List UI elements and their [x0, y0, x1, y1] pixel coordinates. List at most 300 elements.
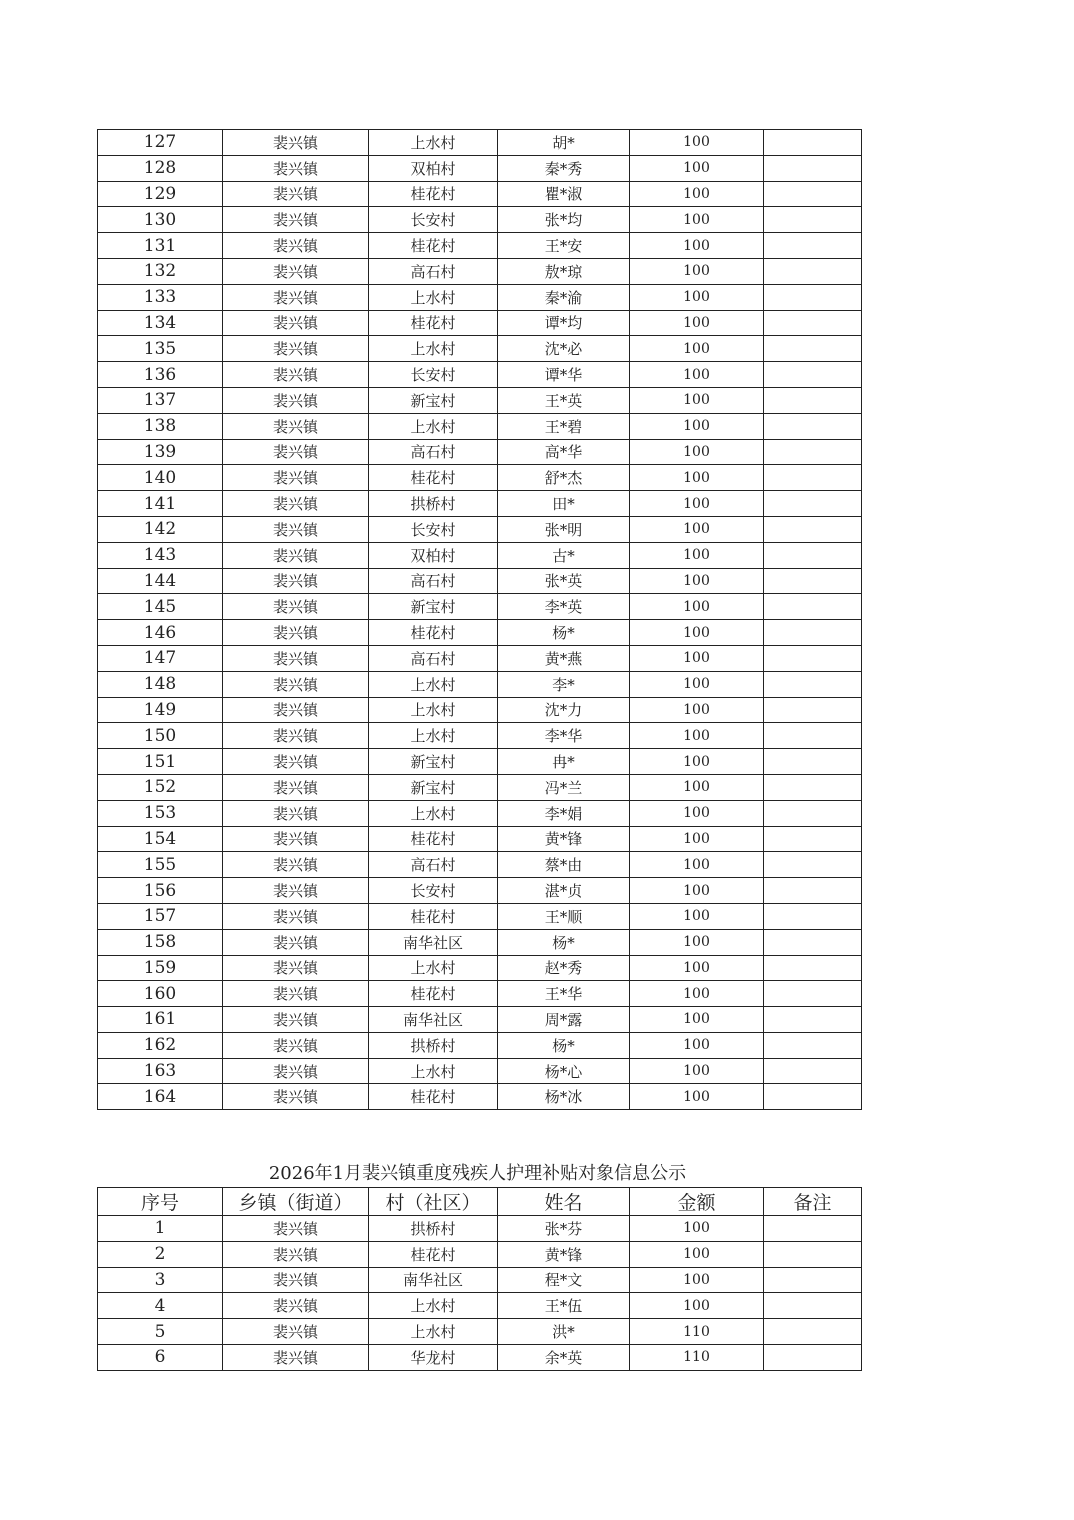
- cell-name: 李*华: [498, 723, 630, 749]
- table-row: [98, 981, 862, 1007]
- table-row: [98, 310, 862, 336]
- cell-amount: 100: [630, 826, 764, 852]
- cell-index: 164: [98, 1084, 223, 1110]
- cell-name: 杨*冰: [498, 1084, 630, 1110]
- cell-amount: 100: [630, 620, 764, 646]
- cell-town: 裴兴镇: [223, 362, 369, 388]
- cell-amount: 110: [630, 1319, 764, 1345]
- table-row: [98, 1058, 862, 1084]
- cell-name: 杨*: [498, 1032, 630, 1058]
- cell-index: 155: [98, 852, 223, 878]
- cell-amount: 100: [630, 362, 764, 388]
- cell-town: 裴兴镇: [223, 439, 369, 465]
- cell-remark: [764, 284, 862, 310]
- cell-town: 裴兴镇: [223, 207, 369, 233]
- cell-amount: 100: [630, 1293, 764, 1319]
- cell-name: 田*: [498, 491, 630, 517]
- cell-town: 裴兴镇: [223, 387, 369, 413]
- cell-remark: [764, 491, 862, 517]
- cell-village: 南华社区: [369, 1267, 498, 1293]
- cell-name: 古*: [498, 542, 630, 568]
- cell-town: 裴兴镇: [223, 620, 369, 646]
- cell-village: 高石村: [369, 568, 498, 594]
- cell-index: 146: [98, 620, 223, 646]
- table-row: [98, 362, 862, 388]
- cell-town: 裴兴镇: [223, 826, 369, 852]
- cell-amount: 100: [630, 800, 764, 826]
- cell-remark: [764, 465, 862, 491]
- table-row: [98, 800, 862, 826]
- cell-name: 王*安: [498, 233, 630, 259]
- cell-town: 裴兴镇: [223, 516, 369, 542]
- cell-amount: 100: [630, 1216, 764, 1242]
- cell-village: 拱桥村: [369, 1216, 498, 1242]
- cell-village: 拱桥村: [369, 1032, 498, 1058]
- cell-amount: 100: [630, 645, 764, 671]
- cell-village: 华龙村: [369, 1344, 498, 1370]
- cell-amount: 100: [630, 516, 764, 542]
- cell-index: 6: [98, 1344, 223, 1370]
- cell-remark: [764, 130, 862, 156]
- cell-index: 160: [98, 981, 223, 1007]
- subsidy-table-new: [97, 1187, 862, 1371]
- cell-amount: 100: [630, 981, 764, 1007]
- cell-name: 舒*杰: [498, 465, 630, 491]
- table-row: [98, 465, 862, 491]
- cell-remark: [764, 697, 862, 723]
- cell-index: 133: [98, 284, 223, 310]
- cell-town: 裴兴镇: [223, 542, 369, 568]
- cell-name: 湛*贞: [498, 878, 630, 904]
- cell-remark: [764, 981, 862, 1007]
- cell-index: 128: [98, 155, 223, 181]
- cell-name: 王*伍: [498, 1293, 630, 1319]
- cell-town: 裴兴镇: [223, 130, 369, 156]
- cell-village: 南华社区: [369, 1007, 498, 1033]
- cell-index: 127: [98, 130, 223, 156]
- cell-remark: [764, 1267, 862, 1293]
- cell-remark: [764, 1216, 862, 1242]
- cell-remark: [764, 671, 862, 697]
- cell-village: 拱桥村: [369, 491, 498, 517]
- table-header: [98, 1188, 862, 1216]
- cell-remark: [764, 749, 862, 775]
- cell-name: 赵*秀: [498, 955, 630, 981]
- cell-village: 桂花村: [369, 1084, 498, 1110]
- cell-town: 裴兴镇: [223, 800, 369, 826]
- cell-amount: 100: [630, 749, 764, 775]
- cell-village: 上水村: [369, 284, 498, 310]
- cell-index: 158: [98, 929, 223, 955]
- cell-amount: 100: [630, 697, 764, 723]
- cell-town: 裴兴镇: [223, 1293, 369, 1319]
- table-row: [98, 1267, 862, 1293]
- header-remark: 备注: [764, 1188, 862, 1216]
- cell-village: 长安村: [369, 516, 498, 542]
- cell-name: 冯*兰: [498, 774, 630, 800]
- cell-village: 上水村: [369, 1058, 498, 1084]
- cell-village: 高石村: [369, 258, 498, 284]
- cell-name: 程*文: [498, 1267, 630, 1293]
- cell-remark: [764, 439, 862, 465]
- cell-town: 裴兴镇: [223, 645, 369, 671]
- cell-name: 杨*心: [498, 1058, 630, 1084]
- cell-village: 长安村: [369, 207, 498, 233]
- table-row: [98, 1344, 862, 1370]
- cell-town: 裴兴镇: [223, 491, 369, 517]
- cell-town: 裴兴镇: [223, 181, 369, 207]
- cell-index: 148: [98, 671, 223, 697]
- cell-name: 杨*: [498, 929, 630, 955]
- cell-village: 上水村: [369, 413, 498, 439]
- cell-name: 蔡*由: [498, 852, 630, 878]
- cell-village: 高石村: [369, 645, 498, 671]
- cell-remark: [764, 1344, 862, 1370]
- cell-index: 131: [98, 233, 223, 259]
- cell-amount: 100: [630, 336, 764, 362]
- cell-name: 秦*渝: [498, 284, 630, 310]
- cell-name: 李*娟: [498, 800, 630, 826]
- table-row: [98, 852, 862, 878]
- table-row: [98, 568, 862, 594]
- table-body: [98, 130, 862, 1110]
- table-row: [98, 826, 862, 852]
- cell-remark: [764, 362, 862, 388]
- cell-index: 154: [98, 826, 223, 852]
- table-row: [98, 413, 862, 439]
- cell-amount: 100: [630, 1032, 764, 1058]
- cell-name: 黄*锋: [498, 826, 630, 852]
- cell-index: 150: [98, 723, 223, 749]
- cell-village: 上水村: [369, 671, 498, 697]
- cell-name: 冉*: [498, 749, 630, 775]
- cell-index: 145: [98, 594, 223, 620]
- table-row: [98, 955, 862, 981]
- cell-name: 张*英: [498, 568, 630, 594]
- cell-town: 裴兴镇: [223, 878, 369, 904]
- cell-index: 157: [98, 903, 223, 929]
- cell-name: 敖*琼: [498, 258, 630, 284]
- cell-village: 上水村: [369, 1293, 498, 1319]
- cell-village: 南华社区: [369, 929, 498, 955]
- cell-remark: [764, 1032, 862, 1058]
- cell-village: 桂花村: [369, 826, 498, 852]
- cell-name: 周*露: [498, 1007, 630, 1033]
- cell-village: 上水村: [369, 800, 498, 826]
- cell-village: 桂花村: [369, 1241, 498, 1267]
- cell-village: 上水村: [369, 723, 498, 749]
- table-row: [98, 929, 862, 955]
- cell-town: 裴兴镇: [223, 465, 369, 491]
- table-row: [98, 1216, 862, 1242]
- cell-remark: [764, 1058, 862, 1084]
- cell-index: 153: [98, 800, 223, 826]
- cell-village: 上水村: [369, 336, 498, 362]
- table-row: [98, 258, 862, 284]
- cell-remark: [764, 207, 862, 233]
- cell-remark: [764, 723, 862, 749]
- cell-name: 谭*均: [498, 310, 630, 336]
- cell-town: 裴兴镇: [223, 310, 369, 336]
- cell-town: 裴兴镇: [223, 852, 369, 878]
- cell-name: 张*芬: [498, 1216, 630, 1242]
- cell-name: 秦*秀: [498, 155, 630, 181]
- cell-name: 高*华: [498, 439, 630, 465]
- cell-index: 156: [98, 878, 223, 904]
- cell-index: 3: [98, 1267, 223, 1293]
- cell-remark: [764, 542, 862, 568]
- cell-remark: [764, 774, 862, 800]
- cell-amount: 100: [630, 1084, 764, 1110]
- cell-remark: [764, 387, 862, 413]
- cell-remark: [764, 1293, 862, 1319]
- cell-remark: [764, 594, 862, 620]
- header-row: [98, 1188, 862, 1216]
- cell-name: 瞿*淑: [498, 181, 630, 207]
- table-row: [98, 723, 862, 749]
- table-row: [98, 774, 862, 800]
- cell-remark: [764, 852, 862, 878]
- table-row: [98, 903, 862, 929]
- cell-remark: [764, 1007, 862, 1033]
- cell-index: 142: [98, 516, 223, 542]
- header-name: 姓名: [498, 1188, 630, 1216]
- cell-amount: 100: [630, 594, 764, 620]
- cell-amount: 100: [630, 542, 764, 568]
- cell-remark: [764, 258, 862, 284]
- cell-name: 余*英: [498, 1344, 630, 1370]
- cell-index: 161: [98, 1007, 223, 1033]
- cell-name: 沈*必: [498, 336, 630, 362]
- cell-index: 149: [98, 697, 223, 723]
- cell-amount: 100: [630, 1058, 764, 1084]
- cell-village: 上水村: [369, 1319, 498, 1345]
- table-row: [98, 1293, 862, 1319]
- cell-amount: 100: [630, 284, 764, 310]
- header-amount: 金额: [630, 1188, 764, 1216]
- cell-remark: [764, 233, 862, 259]
- cell-town: 裴兴镇: [223, 155, 369, 181]
- cell-town: 裴兴镇: [223, 336, 369, 362]
- cell-name: 黄*锋: [498, 1241, 630, 1267]
- cell-village: 桂花村: [369, 620, 498, 646]
- cell-remark: [764, 155, 862, 181]
- cell-village: 桂花村: [369, 233, 498, 259]
- cell-amount: 100: [630, 723, 764, 749]
- cell-index: 144: [98, 568, 223, 594]
- cell-index: 5: [98, 1319, 223, 1345]
- cell-remark: [764, 826, 862, 852]
- cell-name: 胡*: [498, 130, 630, 156]
- table-row: [98, 207, 862, 233]
- cell-name: 张*均: [498, 207, 630, 233]
- cell-town: 裴兴镇: [223, 749, 369, 775]
- cell-town: 裴兴镇: [223, 1344, 369, 1370]
- cell-amount: 100: [630, 439, 764, 465]
- table-row: [98, 284, 862, 310]
- cell-name: 沈*力: [498, 697, 630, 723]
- cell-village: 新宝村: [369, 594, 498, 620]
- cell-index: 163: [98, 1058, 223, 1084]
- table-row: [98, 439, 862, 465]
- cell-town: 裴兴镇: [223, 697, 369, 723]
- table-row: [98, 542, 862, 568]
- cell-amount: 100: [630, 181, 764, 207]
- cell-amount: 100: [630, 387, 764, 413]
- cell-remark: [764, 568, 862, 594]
- table-row: [98, 620, 862, 646]
- table-body: [98, 1216, 862, 1371]
- cell-amount: 100: [630, 1267, 764, 1293]
- cell-amount: 100: [630, 929, 764, 955]
- table-row: [98, 1084, 862, 1110]
- cell-index: 136: [98, 362, 223, 388]
- cell-village: 桂花村: [369, 981, 498, 1007]
- cell-amount: 100: [630, 465, 764, 491]
- cell-town: 裴兴镇: [223, 1319, 369, 1345]
- cell-amount: 100: [630, 671, 764, 697]
- cell-town: 裴兴镇: [223, 723, 369, 749]
- cell-index: 151: [98, 749, 223, 775]
- cell-town: 裴兴镇: [223, 955, 369, 981]
- table-row: [98, 645, 862, 671]
- cell-name: 黄*燕: [498, 645, 630, 671]
- cell-name: 王*华: [498, 981, 630, 1007]
- cell-remark: [764, 1319, 862, 1345]
- cell-index: 137: [98, 387, 223, 413]
- cell-amount: 100: [630, 130, 764, 156]
- cell-index: 147: [98, 645, 223, 671]
- cell-index: 139: [98, 439, 223, 465]
- cell-village: 桂花村: [369, 465, 498, 491]
- cell-remark: [764, 645, 862, 671]
- cell-index: 1: [98, 1216, 223, 1242]
- table-row: [98, 1007, 862, 1033]
- cell-name: 王*碧: [498, 413, 630, 439]
- cell-amount: 110: [630, 1344, 764, 1370]
- cell-remark: [764, 955, 862, 981]
- cell-name: 杨*: [498, 620, 630, 646]
- cell-village: 上水村: [369, 697, 498, 723]
- cell-amount: 100: [630, 878, 764, 904]
- cell-town: 裴兴镇: [223, 1084, 369, 1110]
- cell-remark: [764, 310, 862, 336]
- header-village: 村（社区）: [369, 1188, 498, 1216]
- cell-town: 裴兴镇: [223, 1032, 369, 1058]
- cell-remark: [764, 1241, 862, 1267]
- cell-name: 王*顺: [498, 903, 630, 929]
- cell-index: 159: [98, 955, 223, 981]
- cell-village: 新宝村: [369, 749, 498, 775]
- cell-town: 裴兴镇: [223, 929, 369, 955]
- cell-amount: 100: [630, 955, 764, 981]
- table-row: [98, 878, 862, 904]
- cell-village: 上水村: [369, 130, 498, 156]
- cell-remark: [764, 800, 862, 826]
- table-row: [98, 387, 862, 413]
- cell-index: 130: [98, 207, 223, 233]
- cell-amount: 100: [630, 903, 764, 929]
- subsidy-table-continued: [97, 129, 862, 1110]
- cell-index: 132: [98, 258, 223, 284]
- cell-index: 152: [98, 774, 223, 800]
- table-row: [98, 233, 862, 259]
- table-row: [98, 671, 862, 697]
- cell-town: 裴兴镇: [223, 568, 369, 594]
- cell-index: 138: [98, 413, 223, 439]
- cell-amount: 100: [630, 258, 764, 284]
- cell-town: 裴兴镇: [223, 1241, 369, 1267]
- header-town: 乡镇（街道）: [223, 1188, 369, 1216]
- cell-amount: 100: [630, 413, 764, 439]
- table-row: [98, 516, 862, 542]
- cell-amount: 100: [630, 233, 764, 259]
- table-row: [98, 594, 862, 620]
- table-row: [98, 1241, 862, 1267]
- cell-remark: [764, 878, 862, 904]
- cell-index: 129: [98, 181, 223, 207]
- cell-village: 桂花村: [369, 310, 498, 336]
- cell-village: 桂花村: [369, 903, 498, 929]
- cell-village: 长安村: [369, 362, 498, 388]
- cell-town: 裴兴镇: [223, 774, 369, 800]
- cell-town: 裴兴镇: [223, 413, 369, 439]
- cell-village: 长安村: [369, 878, 498, 904]
- table-row: [98, 1032, 862, 1058]
- cell-village: 高石村: [369, 439, 498, 465]
- cell-town: 裴兴镇: [223, 233, 369, 259]
- cell-village: 双柏村: [369, 542, 498, 568]
- cell-name: 张*明: [498, 516, 630, 542]
- cell-index: 140: [98, 465, 223, 491]
- cell-index: 2: [98, 1241, 223, 1267]
- cell-village: 桂花村: [369, 181, 498, 207]
- cell-remark: [764, 181, 862, 207]
- cell-town: 裴兴镇: [223, 981, 369, 1007]
- cell-amount: 100: [630, 155, 764, 181]
- table-row: [98, 1319, 862, 1345]
- table-row: [98, 155, 862, 181]
- cell-village: 上水村: [369, 955, 498, 981]
- cell-remark: [764, 620, 862, 646]
- cell-amount: 100: [630, 774, 764, 800]
- cell-remark: [764, 336, 862, 362]
- table-row: [98, 336, 862, 362]
- cell-name: 洪*: [498, 1319, 630, 1345]
- cell-index: 134: [98, 310, 223, 336]
- cell-town: 裴兴镇: [223, 1058, 369, 1084]
- cell-village: 新宝村: [369, 387, 498, 413]
- cell-name: 王*英: [498, 387, 630, 413]
- cell-remark: [764, 929, 862, 955]
- cell-amount: 100: [630, 568, 764, 594]
- cell-index: 135: [98, 336, 223, 362]
- table-title: 2026年1月裴兴镇重度残疾人护理补贴对象信息公示: [268, 1163, 687, 1184]
- cell-town: 裴兴镇: [223, 903, 369, 929]
- cell-town: 裴兴镇: [223, 284, 369, 310]
- table-row: [98, 130, 862, 156]
- cell-remark: [764, 516, 862, 542]
- cell-remark: [764, 903, 862, 929]
- cell-amount: 100: [630, 1007, 764, 1033]
- cell-town: 裴兴镇: [223, 1267, 369, 1293]
- cell-amount: 100: [630, 207, 764, 233]
- table-row: [98, 491, 862, 517]
- cell-index: 143: [98, 542, 223, 568]
- cell-index: 4: [98, 1293, 223, 1319]
- cell-village: 高石村: [369, 852, 498, 878]
- cell-remark: [764, 413, 862, 439]
